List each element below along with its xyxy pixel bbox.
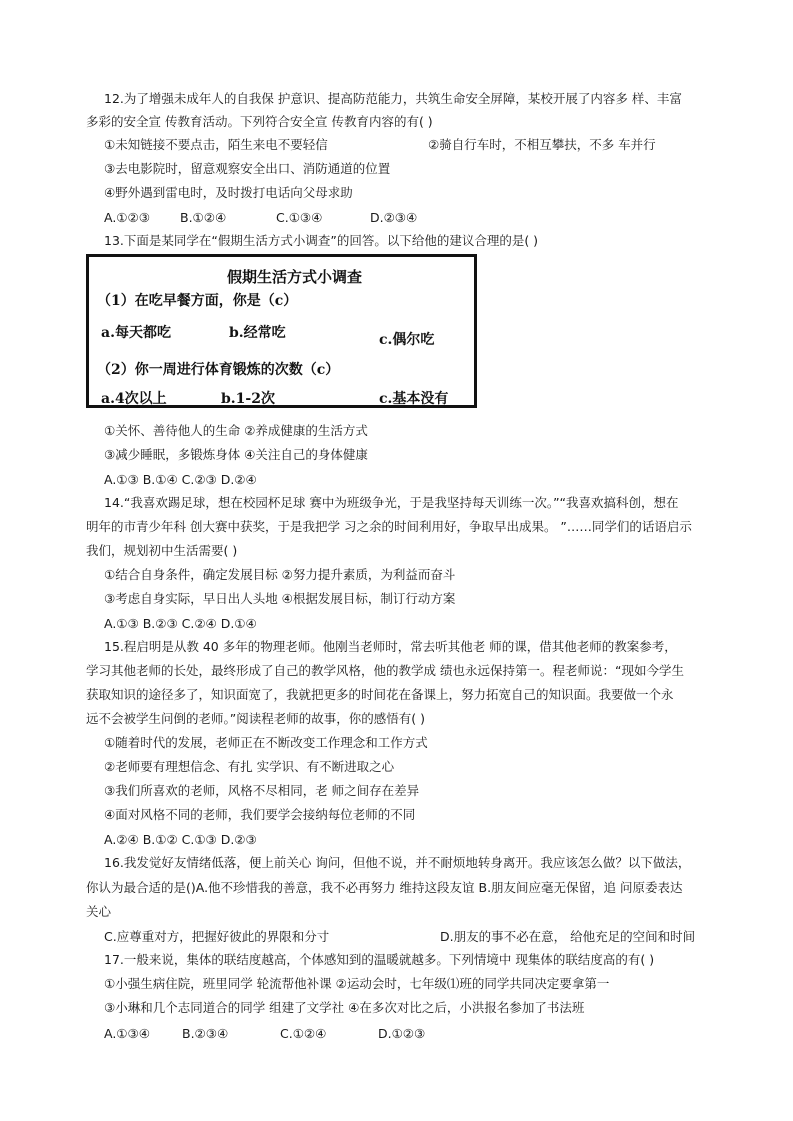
q17-option-b: B.②③④ [182, 1026, 229, 1041]
q14-stem-line2: 明年的市青少年科 创大赛中获奖，于是我把学 习之余的时间利用好，争取早出成果。 ”……同学们的话语启示 [86, 519, 692, 534]
q14-stem-line3: 我们，规划初中生活需要( ) [86, 543, 238, 558]
q15-item1: ①随着时代的发展，老师正在不断改变工作理念和工作方式 [104, 735, 428, 750]
q15-stem-line2: 学习其他老师的长处，最终形成了自己的教学风格，他的教学成 绩也永远保持第一。程老师说：“现如今学生 [86, 663, 684, 678]
q13-items-1-2: ①关怀、善待他人的生命 ②养成健康的生活方式 [104, 423, 368, 438]
q15-stem-line4: 远不会被学生问倒的老师。”阅读程老师的故事，你的感悟有( ) [86, 711, 425, 726]
q14-items-3-4: ③考虑自身实际，早日出人头地 ④根据发展目标，制订行动方案 [104, 591, 456, 606]
q17-option-a: A.①③④ [104, 1026, 150, 1041]
survey-q2-option-b: b.1-2次 [221, 391, 275, 407]
q12-option-d: D.②③④ [370, 210, 418, 225]
survey-question-1: （1）在吃早餐方面，你是（c） [97, 293, 298, 309]
q12-item4: ④野外遇到雷电时，及时拨打电话向父母求助 [104, 185, 353, 200]
q14-options: A.①③ B.②③ C.②④ D.①④ [104, 616, 257, 631]
q15-stem-line3: 获取知识的途径多了，知识面宽了，我就把更多的时间花在备课上，努力拓宽自己的知识面。我要做一个永 [86, 687, 674, 702]
q12-item2: ②骑自行车时，不相互攀扶，不多 车并行 [428, 137, 656, 152]
q15-stem-line1: 15.程启明是从教 40 多年的物理老师。他刚当老师时，常去听其他老 师的课，借其他老师的教案参考， [104, 639, 677, 654]
q13-stem: 13.下面是某同学在“假期生活方式小调查”的回答。以下给他的建议合理的是( ) [104, 233, 539, 248]
q12-stem-line1: 12.为了增强未成年人的自我保 护意识、提高防范能力，共筑生命安全屏障，某校开展了内容多 样、丰富 [104, 91, 682, 106]
q14-items-1-2: ①结合自身条件，确定发展目标 ②努力提升素质，为利益而奋斗 [104, 567, 456, 582]
survey-question-2: （2）你一周进行体育锻炼的次数（c） [97, 362, 340, 378]
q12-item3: ③去电影院时，留意观察安全出口、消防通道的位置 [104, 161, 391, 176]
q17-option-c: C.①②④ [280, 1026, 327, 1041]
q15-item4: ④面对风格不同的老师，我们要学会接纳每位老师的不同 [104, 807, 416, 822]
q15-item3: ③我们所喜欢的老师，风格不尽相同，老 师之间存在差异 [104, 783, 420, 798]
q12-item1: ①未知链接不要点击，陌生来电不要轻信 [104, 137, 328, 152]
survey-box [86, 254, 477, 408]
q15-item2: ②老师要有理想信念、有扎 实学识、有不断进取之心 [104, 759, 395, 774]
survey-q1-option-a: a.每天都吃 [101, 325, 171, 341]
q17-items-1-2: ①小强生病住院，班里同学 轮流帮他补课 ②运动会时，七年级⑴班的同学共同决定要拿第一 [104, 976, 610, 991]
q13-options: A.①③ B.①④ C.②③ D.②④ [104, 472, 257, 487]
q14-stem-line1: 14.“我喜欢踢足球，想在校园杯足球 赛中为班级争光，于是我坚持每天训练一次。”“我喜欢搞科创，想在 [104, 495, 679, 510]
q12-option-b: B.①②④ [180, 210, 227, 225]
q13-items-3-4: ③减少睡眠，多锻炼身体 ④关注自己的身体健康 [104, 447, 368, 462]
q17-stem: 17.一般来说，集体的联结度越高，个体感知到的温暖就越多。下列情境中 现集体的联结度高的有( ) [104, 952, 655, 967]
q16-option-c: C.应尊重对方，把握好彼此的界限和分寸 [104, 929, 330, 944]
q12-stem-line2: 多彩的安全宣 传教育活动。下列符合安全宣 传教育内容的有( ) [86, 114, 433, 129]
survey-q2-option-c: c.基本没有 [379, 391, 449, 407]
q12-option-a: A.①②③ [104, 210, 150, 225]
survey-q2-option-a: a.4次以上 [101, 391, 167, 407]
q16-stem-line3: 关心 [86, 904, 112, 919]
q17-items-3-4: ③小琳和几个志同道合的同学 组建了文学社 ④在多次对比之后，小洪报名参加了书法班 [104, 1000, 585, 1015]
survey-q1-option-b: b.经常吃 [229, 325, 286, 341]
q15-options: A.②④ B.①② C.①③ D.②③ [104, 832, 257, 847]
q12-option-c: C.①③④ [276, 210, 323, 225]
q16-option-d: D.朋友的事不必在意， 给他充足的空间和时间 [440, 929, 696, 944]
q16-stem-line2: 你认为最合适的是()A.他不珍惜我的善意，我不必再努力 维持这段友谊 B.朋友间应毫无保留，追 问原委表达 [86, 880, 683, 895]
survey-title: 假期生活方式小调查 [227, 268, 363, 286]
survey-q1-option-c: c.偶尔吃 [379, 332, 435, 348]
q16-stem-line1: 16.我发觉好友情绪低落，便上前关心 询问，但他不说，并不耐烦地转身离开。我应该怎么做？以下做法， [104, 855, 691, 870]
q17-option-d: D.①②③ [378, 1026, 426, 1041]
